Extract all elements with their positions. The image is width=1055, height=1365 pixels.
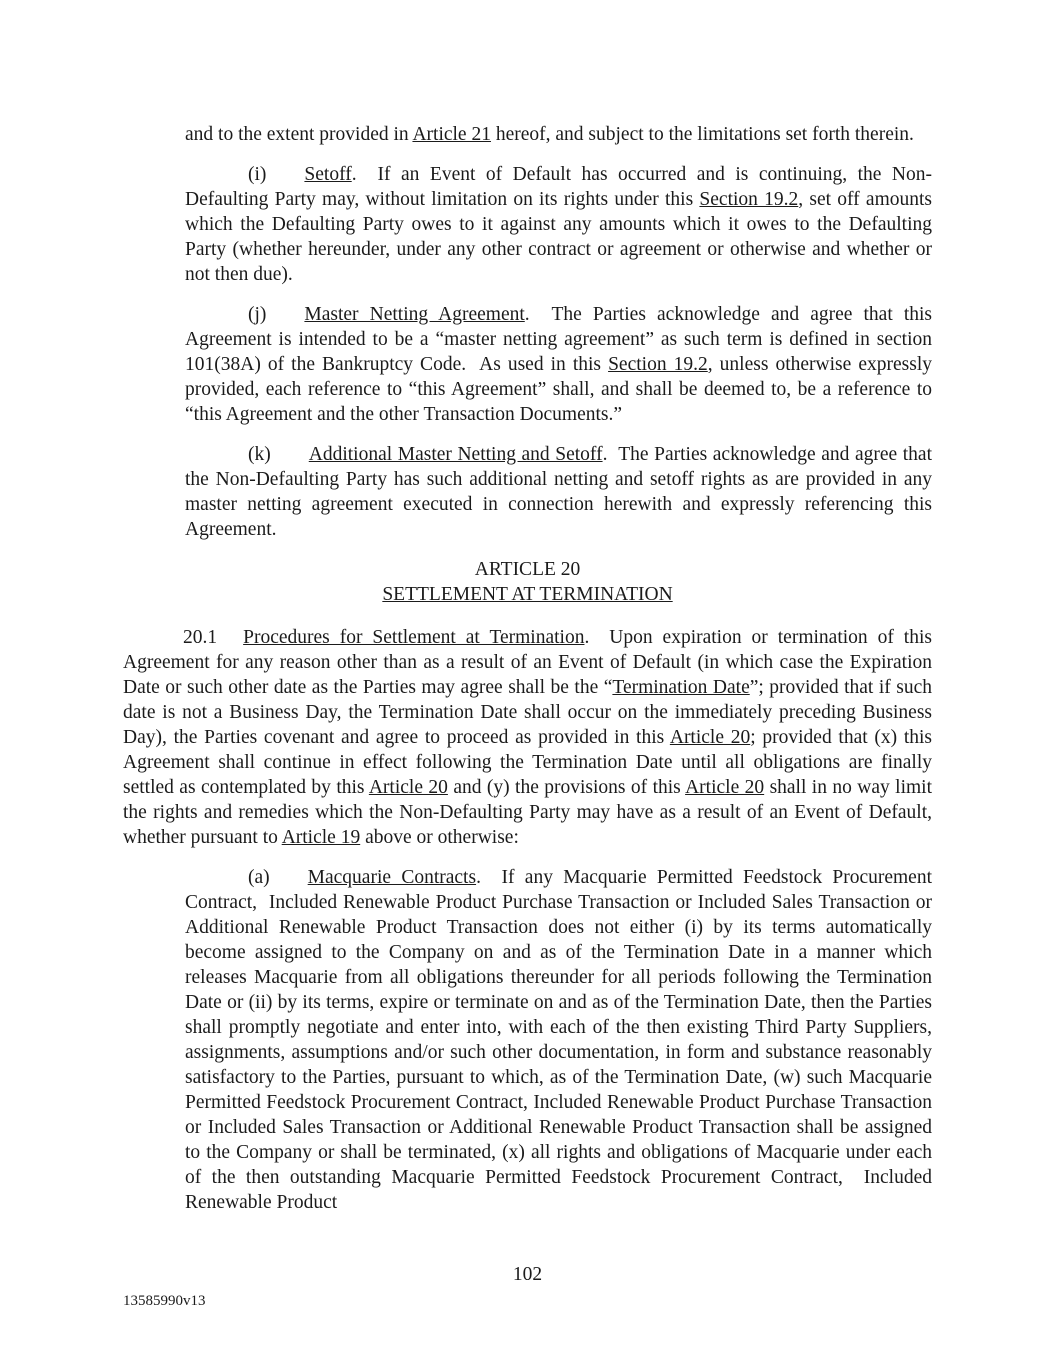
text-segment: and (y) the provisions of this — [447, 777, 686, 798]
text-segment: . The Parties acknowledge and agree that the Non-Defaulting Party has such additional netting and setoff rights as are provided in any master netting agreement executed in connection herewith and expressly referencing this Agreement. — [185, 444, 932, 540]
text-segment: above or otherwise: — [360, 827, 519, 848]
section-20-1 — [123, 625, 932, 850]
cross-reference-article-21: Article 21 — [412, 124, 491, 145]
defined-term-master-netting-agreement: Master Netting Agreement — [304, 304, 525, 325]
page-body — [123, 122, 932, 1230]
text-segment: . The Parties acknowledge and agree that this Agreement is intended to be a “master netting agreement” as such term is defined in section 101(38A) of the Bankruptcy Code. As used in this — [185, 304, 932, 375]
section-title-procedures-for-settlement: Procedures for Settlement at Termination — [243, 627, 585, 648]
text-segment: . Upon expiration or termination of this Agreement for any reason other than as a result of an Event of Default (in which case the Expiration Date or such other date as the Parties may agree shall be the “ — [123, 627, 932, 698]
cross-reference-article-20: Article 20 — [669, 727, 751, 748]
text-segment: shall in no way limit the rights and remedies which the Non-Defaulting Party may have as a result of an Event of Default, whether pursuant to — [123, 777, 933, 848]
text-segment: . If any Macquarie Permitted Feedstock Procurement Contract, Included Renewable Product Purchase Transaction or Included Sales Transaction or Additional Renewable Product Transaction does not either (i) by its terms automatically become assigned to the Company on and as of the Termination Date in a manner which releases Macquarie from all obligations thereunder for all periods following the Termination Date or (ii) by its terms, expire or terminate on and as of the Termination Date, then the Parties shall promptly negotiate and enter into, with each of the then existing Third Party Suppliers, assignments, assumptions and/or such other documentation, in form and substance reasonably satisfactory to the Parties, pursuant to which, as of the Termination Date, (w) such Macquarie Permitted Feedstock Procurement Contract, Included Renewable Product Purchase Transaction or Included Sales Transaction or Additional Renewable Product Transaction shall be assigned to the Company or shall be terminated, (x) all rights and obligations of Macquarie under each of the then outstanding Macquarie Permitted Feedstock Procurement Contract, Included Renewable Product — [185, 867, 933, 1213]
document-id-stamp: 13585990v13 — [123, 1293, 206, 1309]
cross-reference-article-20: Article 20 — [685, 777, 765, 798]
cross-reference-section-19-2: Section 19.2 — [699, 189, 799, 210]
article-title: SETTLEMENT AT TERMINATION — [382, 584, 673, 605]
page-number: 102 — [512, 1264, 543, 1285]
cross-reference-section-19-2: Section 19.2 — [608, 354, 708, 375]
paragraph-a-macquarie-contracts — [185, 865, 932, 1215]
text-segment: ; provided that (x) this Agreement shall continue in effect following the Termination Date until all obligations are finally settled as contemplated by this — [123, 727, 933, 798]
paragraph-i-setoff — [185, 162, 932, 287]
paragraph-continuation — [185, 122, 932, 147]
list-label-j: (j) — [248, 304, 267, 325]
paragraph-k-additional-master-netting — [185, 442, 932, 542]
list-label-a: (a) — [248, 867, 270, 888]
cross-reference-article-19: Article 19 — [281, 827, 361, 848]
text-segment: and to the extent provided in — [185, 124, 413, 145]
list-label-i: (i) — [248, 164, 267, 185]
defined-term-termination-date: Termination Date — [612, 677, 750, 698]
paragraph-j-master-netting-agreement — [185, 302, 932, 427]
cross-reference-article-20: Article 20 — [368, 777, 448, 798]
defined-term-macquarie-contracts: Macquarie Contracts — [307, 867, 477, 888]
text-segment: hereof, and subject to the limitations set forth therein. — [490, 124, 914, 145]
text-segment: , set off amounts which the Defaulting Party owes to it against any amounts which it owes to the Defaulting Party (whether hereunder, under any other contract or agreement or otherwise and whether or not then due). — [185, 189, 932, 285]
list-label-k: (k) — [248, 444, 271, 465]
text-segment: . If an Event of Default has occurred and is continuing, the Non-Defaulting Party may, without limitation on its rights under this — [185, 164, 932, 210]
section-number: 20.1 — [183, 627, 218, 648]
text-segment: ”; provided that if such date is not a Business Day, the Termination Date shall occur on the immediately preceding Business Day), the Parties covenant and agree to proceed as provided in this — [123, 677, 932, 748]
text-segment: , unless otherwise expressly provided, each reference to “this Agreement” shall, and shall be deemed to, be a reference to “this Agreement and the other Transaction Documents.” — [185, 354, 932, 425]
defined-term-setoff: Setoff — [304, 164, 352, 185]
article-number: ARTICLE 20 — [474, 559, 581, 580]
defined-term-additional-master-netting-and-setoff: Additional Master Netting and Setoff — [308, 444, 603, 465]
article-20-heading — [123, 557, 932, 607]
